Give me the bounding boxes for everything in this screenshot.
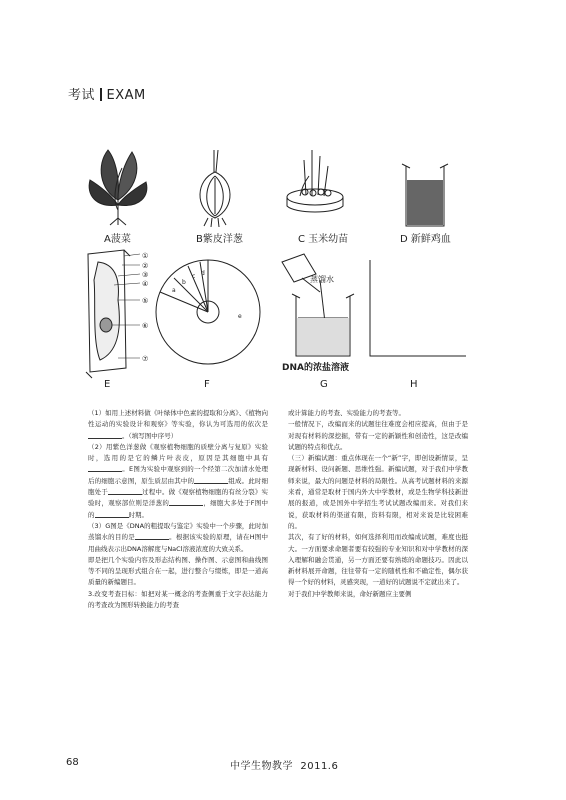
right-paragraph-3: （三）新编试题：重点体现在一个“新”字，即创设新情景，呈现新材料、设问新题、思维性强。新编试题，对于我们中学教师来说，最大的问题是材料的局限性。从高考试题材料的来源来看，通常是取材于国内外大中学教材，或是生物学科技新进展的报道，或是国外中学招生考试试题改编而来。对我们来说，获取材料的渠道有限，资料有限，相对来说是比较困难的。 xyxy=(288,454,468,530)
onion-drawing xyxy=(200,150,230,227)
page-number: 68 xyxy=(66,757,79,768)
figure-caption-h: H xyxy=(410,379,418,390)
figure-caption-d: D 新鲜鸡血 xyxy=(400,234,451,245)
figure-caption-b: B紫皮洋葱 xyxy=(196,234,243,245)
header-en: EXAM xyxy=(106,88,146,103)
cell-label-1: ① xyxy=(142,252,149,260)
left-paragraph-goal: 3.改变考查目标：如把对某一概念的考查侧重于文字表达能力的考查改为图形转换能力的考查 xyxy=(88,589,268,610)
phase-label-b: b xyxy=(182,279,186,286)
empty-graph-axes xyxy=(370,260,466,356)
dna-solution-label: DNA的浓盐溶液 xyxy=(282,363,349,373)
cell-label-7: ⑦ xyxy=(142,355,149,363)
right-paragraph-5: 对于我们中学教师来说，命好新题应主要侧 xyxy=(288,589,412,598)
header-cn: 考试 xyxy=(68,88,96,103)
right-paragraph-1: 或计算能力的考查、实验能力的考查等。 xyxy=(288,409,405,417)
plant-cell-drawing xyxy=(86,250,140,378)
corn-seedling-drawing xyxy=(287,150,343,212)
phase-label-e: e xyxy=(238,313,242,320)
cell-label-2: ② xyxy=(142,262,149,270)
left-text-column xyxy=(88,408,268,611)
figure-caption-e: E xyxy=(104,379,111,390)
figure-caption-g: G xyxy=(320,379,328,390)
blood-beaker-drawing xyxy=(402,164,448,226)
figure-caption-f: F xyxy=(204,379,210,390)
cell-cycle-drawing xyxy=(156,260,260,364)
figure-caption-a: A菠菜 xyxy=(104,234,131,245)
cell-label-3: ③ xyxy=(142,271,149,279)
phase-label-d: d xyxy=(201,270,205,277)
cell-label-6: ⑥ xyxy=(142,322,149,330)
journal-footer: 中学生物教学 2011.6 xyxy=(230,761,339,772)
cell-label-5: ⑤ xyxy=(142,297,149,305)
spinach-drawing xyxy=(89,150,147,225)
phase-label-a: a xyxy=(172,287,176,294)
dna-beaker-drawing xyxy=(282,254,354,356)
left-paragraph-explanation: 即是把几个实验内容及形态结构图、操作图、示意图和曲线图等不同的呈现形式组合在一起，进行整合与缀炼，即是一道高质量的新编题目。 xyxy=(88,555,268,587)
distilled-water-label: 蒸馏水 xyxy=(310,275,334,284)
figure-caption-c: C 玉米幼苗 xyxy=(298,234,349,245)
question-3: （3）G图是《DNA的粗提取与鉴定》实验中一个步骤，此时加蒸馏水的目的是 。根据该实验的原理，请在H图中用曲线表示出DNA溶解度与NaCl溶液浓度的大致关系。 xyxy=(88,521,268,553)
right-text-column xyxy=(288,408,468,600)
cell-label-4: ④ xyxy=(142,280,149,288)
question-1: （1）如用上述材料做《叶绿体中色素的提取和分离》、《植物向性运动的实验设计和观察》等实验，你认为可选用的依次是。（填写图中序号） xyxy=(88,409,268,440)
phase-label-c: c xyxy=(192,273,196,280)
question-2: （2）用紫色洋葱做《观察植物细胞的质壁分离与复原》实验时，选用的是它的鳞片叶表皮，原因是其细胞中具有。E图为实验中观察到的一个经第二次加清水处理后的细胞示意图，原生质层由其中的 组成。此时细胞处于 过程中。做《观察植物细胞的有丝分裂》实验时，观察部位则是洋葱的 ，细胞大多处于F图中的 时期。 xyxy=(88,442,269,519)
right-paragraph-4: 其次，有了好的材料，如何选择利用而改编成试题，难度也挺大。一方面要求命题者要有较强的专业知识和对中学教材的深入理解和融会贯通，另一方面还要有熟练的命题技巧。因此以新材料展开命题，往往带有一定的随机性和不确定性，偶尔获得一个好的材料，灵感突现，一道好的试题说不定就出来了。 xyxy=(288,533,468,587)
right-paragraph-2: 一般情况下，改编而来的试题往往难度会相应提高，但由于是对现有材料的深挖掘，带有一定的新颖性和创造性，这是改编试题的特点和优点。 xyxy=(288,420,468,451)
